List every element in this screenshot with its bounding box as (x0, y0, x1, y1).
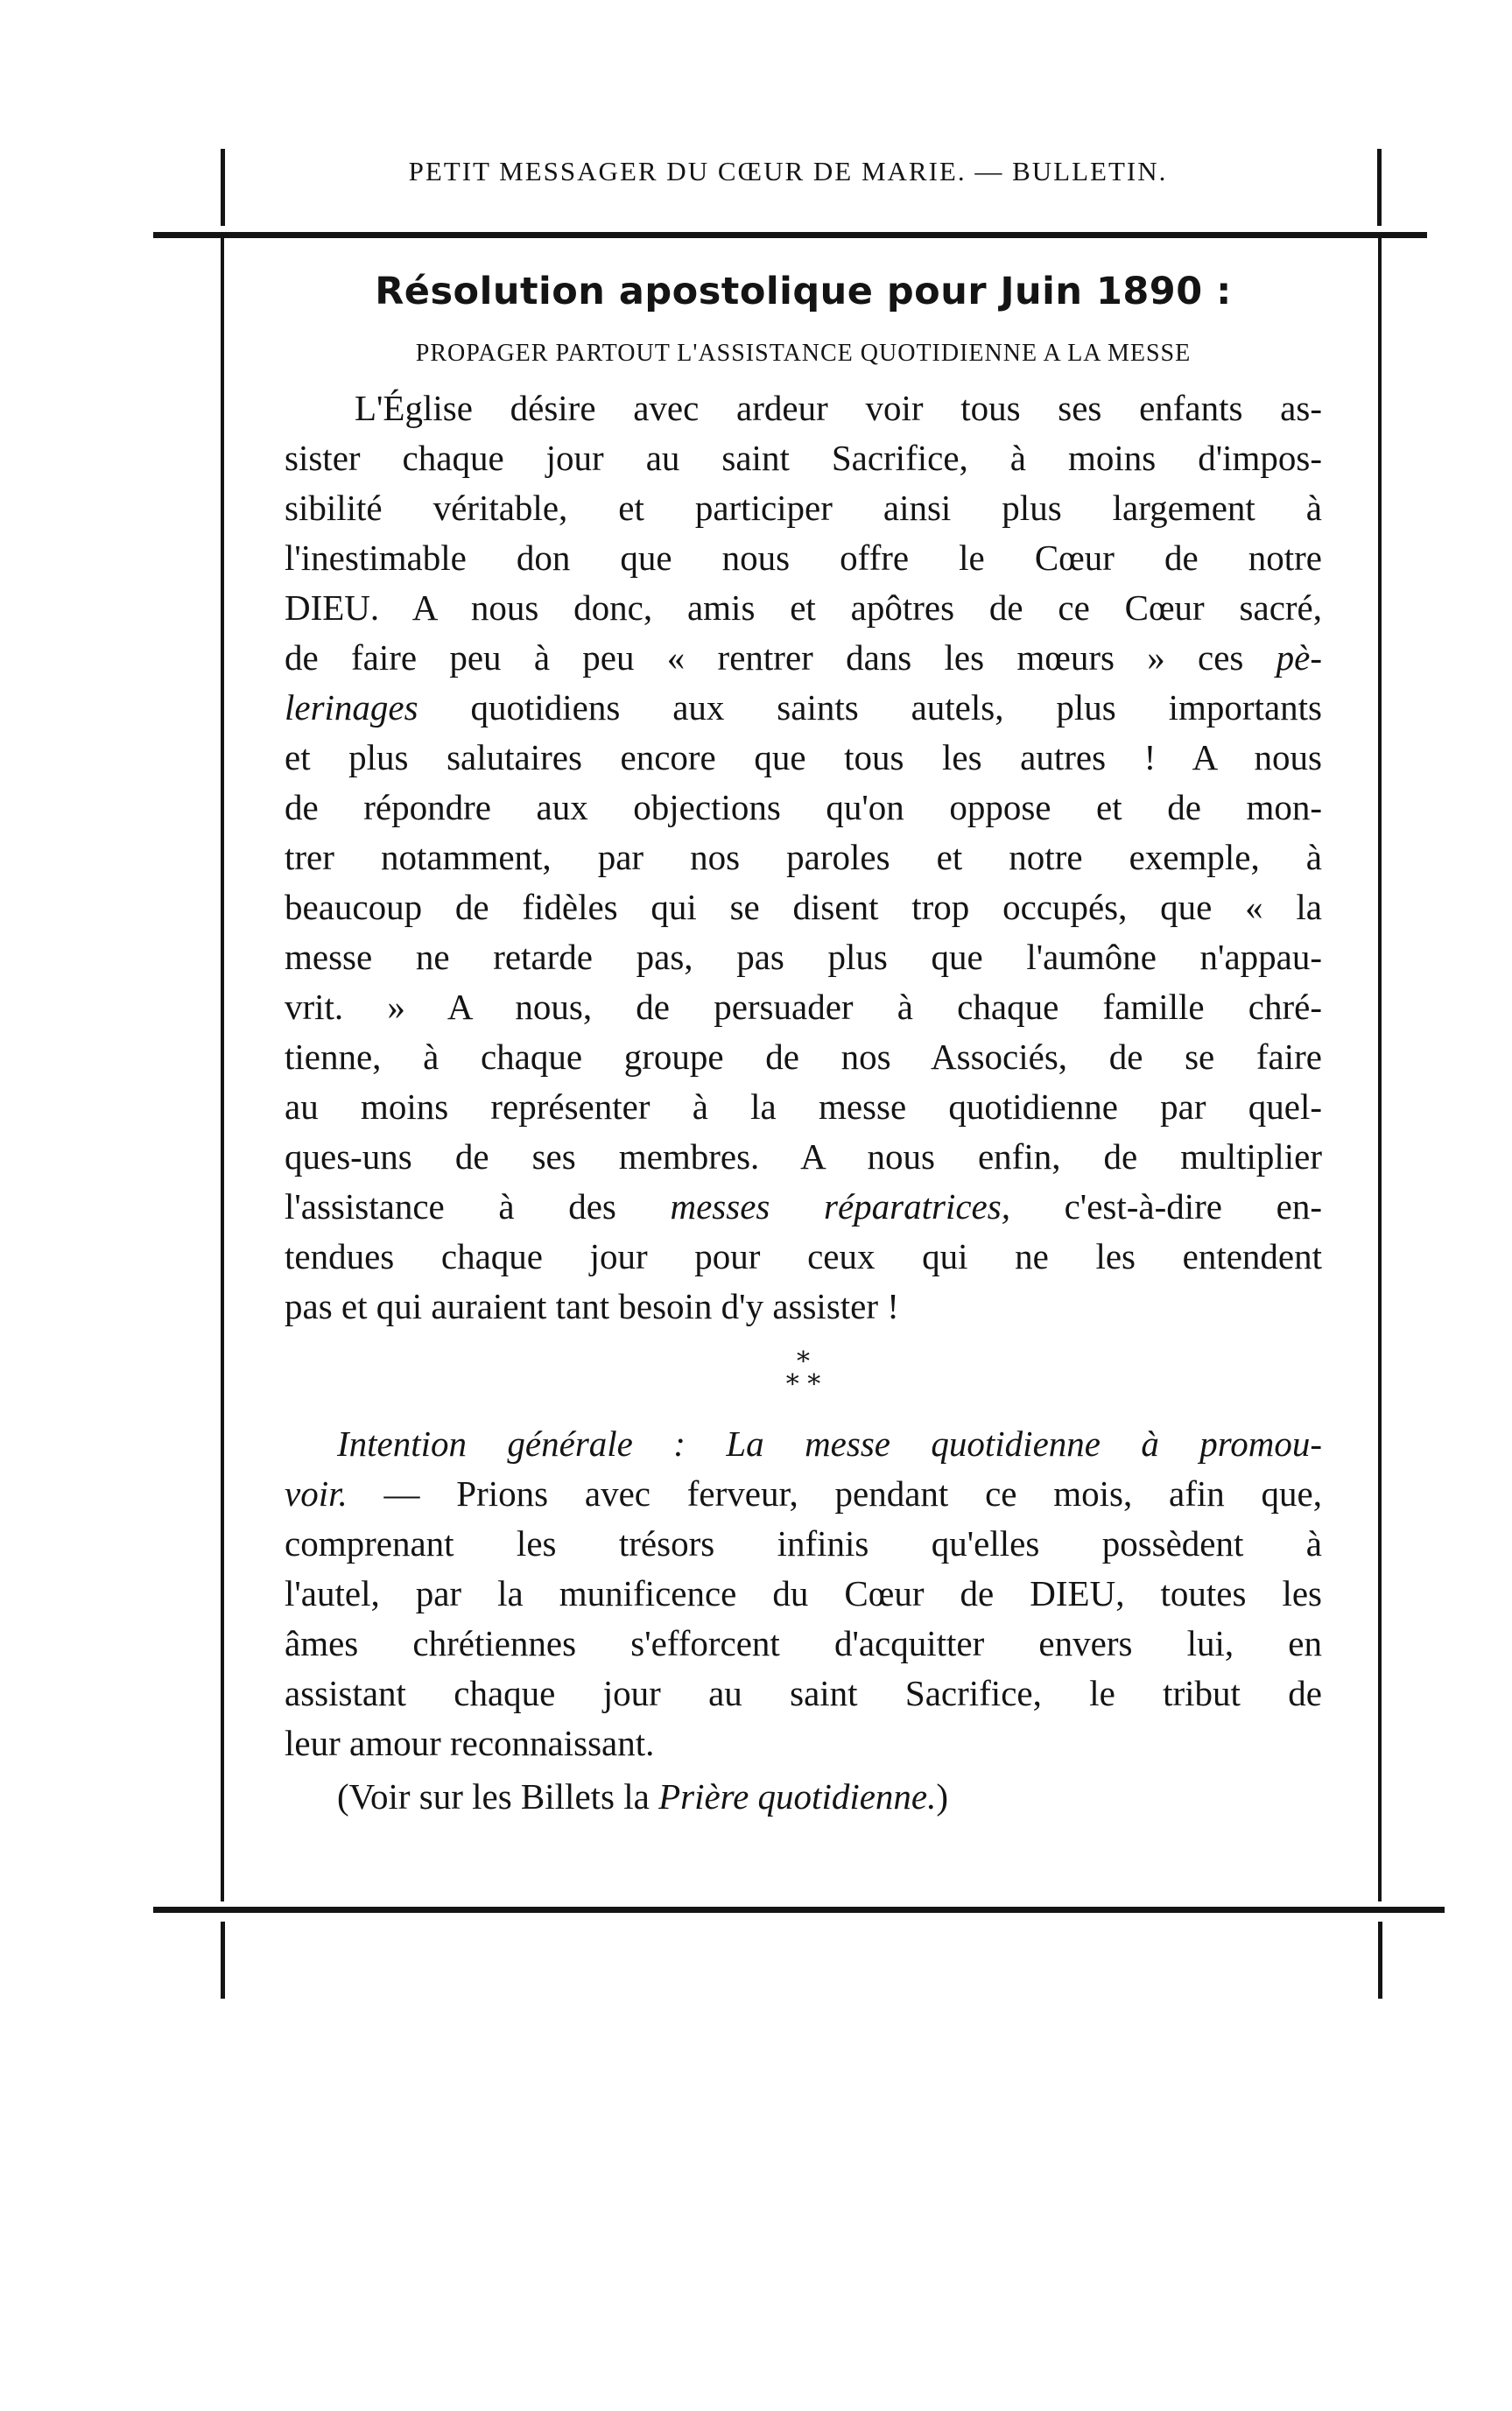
intention-line: âmes chrétiennes s'efforcent d'acquitter envers lui, en (285, 1623, 1322, 1663)
paragraph-line (285, 633, 1322, 683)
paragraph-italic: pè- (1276, 637, 1322, 678)
intention-label: Intention générale : La messe quotidienne à promou- (337, 1423, 1322, 1464)
article-title: Résolution apostolique pour Juin 1890 : (375, 270, 1232, 313)
paragraph-line: ques-uns de ses membres. A nous enfin, de multiplier (285, 1136, 1322, 1177)
intention-line: leur amour reconnaissant. (285, 1723, 655, 1763)
intention-label-end: voir. (285, 1473, 348, 1514)
frame-top-rule (153, 232, 1427, 238)
asterism (285, 1346, 1322, 1400)
intention-paragraph (285, 1419, 1322, 1768)
frame-left-bottom-tick (221, 1922, 225, 1999)
paragraph-line: sister chaque jour au saint Sacrifice, à moins d'impos- (285, 438, 1322, 478)
asterism-bottom: * * (785, 1369, 821, 1400)
paragraph-line: messe ne retarde pas, pas plus que l'aumône n'appau- (285, 937, 1322, 977)
paragraph-line: et plus salutaires encore que tous les autres ! A nous (285, 737, 1322, 777)
frame-right-top-tick (1377, 149, 1382, 226)
voir-prefix: (Voir sur les Billets la (337, 1776, 659, 1817)
paragraph-line: DIEU. A nous donc, amis et apôtres de ce Cœur sacré, (285, 587, 1322, 628)
asterism-top: * (797, 1346, 810, 1377)
paragraph-line: pas et qui auraient tant besoin d'y assister ! (285, 1286, 899, 1326)
frame-left-top-tick (221, 149, 225, 226)
voir-italic: Prière quotidienne. (658, 1776, 937, 1817)
paragraph-line: beaucoup de fidèles qui se disent trop occupés, que « la (285, 887, 1322, 927)
frame-right-bottom-tick (1378, 1922, 1382, 1999)
intention-line (285, 1469, 1322, 1519)
voir-note (285, 1772, 1322, 1822)
intention-line (285, 1419, 1322, 1469)
paragraph-text: c'est-à-dire en- (1009, 1186, 1322, 1227)
paragraph-italic: lerinages (285, 687, 418, 728)
frame-left-rule (221, 238, 224, 1901)
paragraph-text: l'assistance à des (285, 1186, 671, 1227)
paragraph-line (285, 1182, 1322, 1232)
paragraph-line: trer notamment, par nos paroles et notre exemple, à (285, 837, 1322, 877)
article (285, 270, 1322, 1822)
paragraph-line: vrit. » A nous, de persuader à chaque famille chré- (285, 987, 1322, 1027)
paragraph-line: de répondre aux objections qu'on oppose et de mon- (285, 787, 1322, 827)
intention-line: l'autel, par la munificence du Cœur de DIEU, toutes les (285, 1573, 1322, 1613)
paragraph-line: tendues chaque jour pour ceux qui ne les entendent (285, 1236, 1322, 1276)
paragraph-line: tienne, à chaque groupe de nos Associés, de se faire (285, 1037, 1322, 1077)
paragraph-text: quotidiens aux saints autels, plus importants (418, 687, 1322, 728)
running-header: PETIT MESSAGER DU CŒUR DE MARIE. — BULLETIN. (408, 156, 1168, 186)
paragraph-line: l'inestimable don que nous offre le Cœur de notre (285, 538, 1322, 578)
paragraph-line: L'Église désire avec ardeur voir tous ses enfants as- (355, 388, 1322, 428)
voir-line (285, 1772, 1322, 1822)
voir-suffix: ) (936, 1776, 949, 1817)
paragraph-text: de faire peu à peu « rentrer dans les mœurs » ces (285, 637, 1276, 678)
frame-right-rule (1378, 238, 1382, 1901)
paragraph-italic: messes réparatrices, (670, 1186, 1010, 1227)
paragraph-line (285, 683, 1322, 733)
intention-line: assistant chaque jour au saint Sacrifice, le tribut de (285, 1673, 1322, 1713)
paragraph-line: au moins représenter à la messe quotidienne par quel- (285, 1086, 1322, 1127)
article-paragraph (285, 383, 1322, 1332)
intention-text: — Prions avec ferveur, pendant ce mois, afin que, (347, 1473, 1322, 1514)
article-subtitle: PROPAGER PARTOUT L'ASSISTANCE QUOTIDIENNE A LA MESSE (415, 340, 1192, 367)
intention-line: comprenant les trésors infinis qu'elles possèdent à (285, 1523, 1322, 1564)
paragraph-line: sibilité véritable, et participer ainsi plus largement à (285, 488, 1322, 528)
frame-bottom-rule (153, 1907, 1445, 1913)
